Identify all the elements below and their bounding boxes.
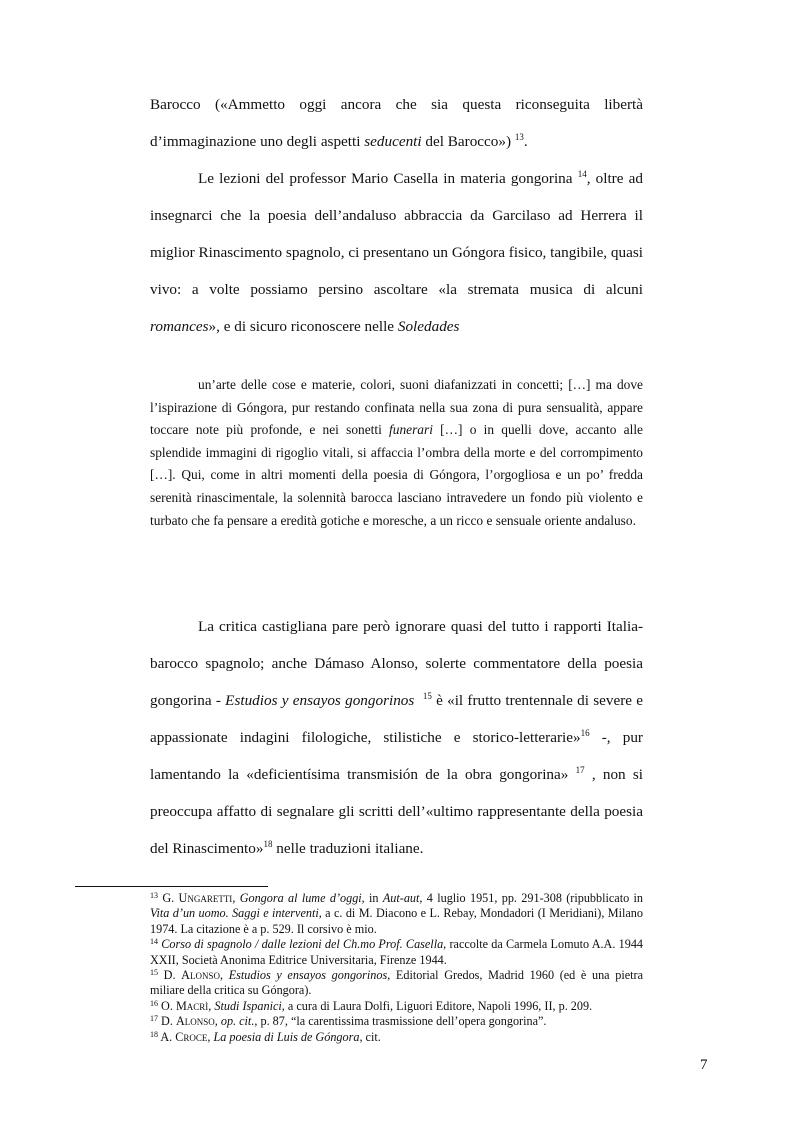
text-run-italic: La poesia di Luis de Góngora: [213, 1029, 360, 1044]
footnote-separator: [75, 886, 268, 887]
footnote-number: 18: [150, 1029, 158, 1039]
text-run: […] o in quelli dove, accanto alle splendide immagini di rigoglio vitali, si affaccia l’ombra della morte e del corrompimento […]. Qui, come in altri momenti della poesia di Góngora, l’orgogliosa e un po’ fredda serenità rinascimentale, la solennità barocca lasciano intravedere un fondo più violento e turbato che fa pensare a eredità gotiche e moresche, a un ricco e sensuale oriente andaluso.: [150, 422, 643, 528]
text-run: , a cura di Laura Dolfi, Liguori Editore, Napoli 1996, II, p. 209.: [281, 998, 593, 1013]
text-run: A.: [158, 1029, 176, 1044]
footnote-15: [150, 968, 643, 999]
text-run-italic: Estudios y ensayos gongorinos: [228, 968, 388, 983]
author-name: Ungaretti: [178, 891, 233, 905]
footnote-number: 17: [150, 1014, 158, 1024]
text-run-italic: Studi Ispanici: [214, 998, 282, 1013]
text-run: Barocco («Ammetto oggi ancora che sia questa riconseguita libertà d’immaginazione uno degli aspetti: [150, 96, 643, 150]
text-run: a c. di M. Diacono e L. Rebay, Mondadori (I Meridiani), Milano 1974. La citazione è a p. 529. Il corsivo è mio.: [150, 906, 643, 936]
author-name: Alonso: [175, 1014, 215, 1029]
text-run: , 4 luglio 1951, pp. 291-308 (ripubblicato in: [419, 891, 643, 905]
text-run-italic: funerari: [389, 422, 433, 438]
text-run: raccolte da Carmela Lomuto A.A. 1944 XXII, Società Anonima Editrice Universitaria, Firenze 1944.: [150, 937, 644, 967]
footnotes: [150, 891, 643, 1045]
block-quote: [150, 374, 643, 532]
footnote-17: [150, 1014, 643, 1029]
text-run-italic: Vita d’un uomo. Saggi e interventi,: [150, 906, 322, 921]
text-run: G.: [158, 891, 179, 905]
text-run: , in: [361, 891, 383, 905]
text-run: nelle traduzioni italiane.: [272, 840, 424, 857]
text-run: , oltre ad insegnarci che la poesia dell’andaluso abbraccia da Garcilaso ad Herrera il miglior Rinascimento spagnolo, ci presentano un Góngora fisico, tangibile, quasi vivo: a volte possiamo persino ascoltare «la stremata musica di alcuni: [150, 170, 643, 298]
footnote-number: 13: [150, 891, 158, 900]
text-run: .: [523, 133, 528, 150]
text-run-italic: seducenti: [364, 133, 422, 150]
text-run-italic: op. cit.,: [220, 1014, 258, 1029]
text-run-italic: romances: [150, 318, 209, 335]
footnote-14: [150, 937, 643, 968]
footnote-16: [150, 999, 643, 1014]
text-run: D.: [158, 968, 182, 983]
footnote-number: 15: [150, 968, 158, 978]
text-run-italic: Estudios y ensayos gongorinos: [225, 692, 415, 709]
footnote-ref-17[interactable]: 17: [575, 765, 585, 775]
text-run-italic: Soledades: [397, 318, 460, 335]
text-run: O.: [158, 998, 176, 1013]
text-run: ,: [219, 968, 229, 983]
text-run: ,: [207, 1029, 214, 1044]
footnote-ref-15[interactable]: 15: [422, 691, 432, 701]
footnote-13: [150, 891, 643, 937]
author-name: Macrì: [175, 998, 209, 1013]
text-run: , non si preoccupa affatto di segnalare gli scritti dell’«ultimo rappresentante della poesia del Rinascimento»: [150, 766, 643, 857]
text-run: è «il frutto trentennale di severe e appassionate indagini filologiche, stilistiche e storico-letterarie»: [150, 692, 644, 746]
footnote-number: 14: [150, 937, 158, 947]
footnote-number: 16: [150, 998, 158, 1008]
author-name: Alonso: [181, 968, 220, 983]
footnote-ref-14[interactable]: 14: [577, 169, 587, 179]
text-run: , cit.: [359, 1029, 381, 1044]
text-run: , Editorial Gredos, Madrid 1960 (ed è una pietra miliare della critica su Góngora).: [150, 968, 643, 998]
footnote-18: [150, 1030, 643, 1045]
text-run: p. 87, “la carentissima trasmissione dell’opera gongorina”.: [257, 1014, 547, 1029]
footnote-ref-16[interactable]: 16: [580, 728, 590, 738]
text-run-italic: Aut-aut: [382, 891, 420, 905]
text-run: », e di sicuro riconoscere nelle: [208, 318, 398, 335]
text-run: un’arte delle cose e materie, colori, suoni diafanizzati in concetti; […] ma dove l’ispirazione di Góngora, pur restando confinata nella sua zona di pura sensualità, appare toccare note più profonde, e nei sonetti: [150, 377, 643, 438]
footnote-ref-13[interactable]: 13: [514, 132, 524, 142]
text-run: -, pur lamentando la «deficientísima transmisión de la obra gongorina»: [150, 729, 643, 783]
text-run-italic: Gongora al lume d’oggi: [239, 891, 362, 905]
footnote-ref-18[interactable]: 18: [263, 839, 273, 849]
text-run: D.: [158, 1014, 176, 1029]
text-run: ,: [232, 891, 240, 905]
paragraph-critica: [150, 608, 643, 867]
text-run-italic: Corso di spagnolo / dalle lezioni del Ch.mo Prof. Casella,: [161, 937, 447, 952]
text-run: del Barocco»): [421, 133, 515, 150]
paragraph-barocco: [150, 86, 643, 160]
page-number: 7: [700, 1057, 708, 1073]
text-run: ,: [214, 1014, 221, 1029]
text-run: Le lezioni del professor Mario Casella in materia gongorina: [198, 170, 578, 187]
text-run: ,: [208, 998, 215, 1013]
text-run: La critica castigliana pare però ignorare quasi del tutto i rapporti Italia-barocco spagnolo; anche Dámaso Alonso, solerte commentatore della poesia gongorina -: [150, 618, 643, 709]
author-name: Croce: [175, 1029, 208, 1044]
paragraph-casella: [150, 160, 643, 345]
